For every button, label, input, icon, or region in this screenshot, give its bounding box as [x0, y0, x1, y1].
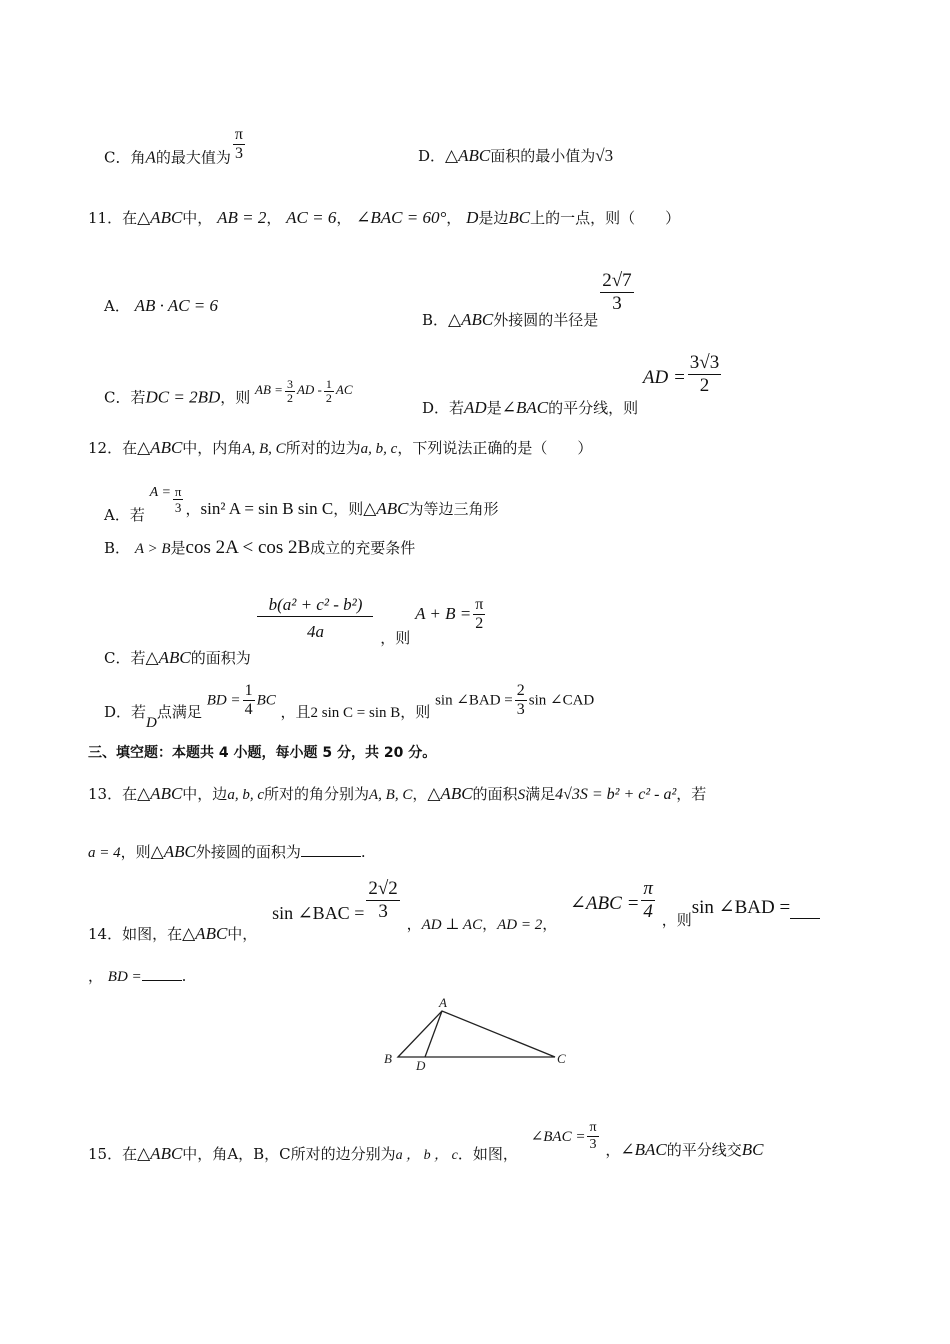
frac-num: π	[475, 596, 484, 613]
frac-num: π	[589, 1120, 597, 1135]
text: 在	[122, 209, 138, 227]
q12-option-a	[104, 478, 499, 524]
q11-option-c	[104, 377, 353, 413]
q15-line1	[88, 1114, 764, 1163]
frac-den: 4	[643, 901, 653, 922]
frac-num: 1	[244, 682, 253, 699]
text: 是	[486, 398, 502, 417]
q14-line2	[88, 966, 186, 987]
option-label: A．	[104, 297, 130, 315]
label-a: A	[439, 995, 447, 1010]
math-expr: A, B, C	[369, 787, 413, 803]
option-label: D．	[418, 147, 446, 165]
math-expr: ∠BAC =	[530, 1128, 586, 1145]
answer-blank[interactable]	[301, 842, 361, 857]
question-number: 11．	[88, 209, 123, 227]
math-expr: ∠BAC	[501, 397, 549, 417]
math-expr: BD =	[107, 969, 142, 985]
text: 所对的边分别为	[290, 1144, 396, 1163]
math-expr: a, b, c	[360, 441, 398, 457]
q14-line1	[88, 878, 820, 943]
text: 中，角	[182, 1144, 228, 1163]
math-var: BC	[256, 692, 276, 709]
math-expr: AB · AC = 6	[134, 296, 219, 315]
text: 角	[130, 148, 146, 167]
frac-num: π	[174, 484, 182, 499]
math-expr: ∠BAC	[620, 1139, 667, 1159]
triangle-abc	[398, 1011, 555, 1057]
question-number: 14．	[88, 924, 123, 943]
text: ，	[412, 785, 428, 803]
text: ．如图，	[457, 1144, 518, 1163]
text: 为等边三角形	[408, 499, 499, 518]
text: ，下列说法正确的是（ ）	[397, 439, 593, 457]
fraction	[243, 682, 255, 719]
option-label: A．	[104, 505, 130, 524]
math-expr: △ABC	[448, 309, 494, 329]
text: 所对的边为	[285, 439, 361, 457]
math-expr: △ABC	[137, 784, 183, 803]
fraction	[587, 1120, 598, 1153]
math-expr: ∠ABC =	[570, 892, 640, 914]
text: ，	[542, 914, 558, 933]
math-expr: 2 sin C = sin B	[310, 704, 401, 721]
fraction	[324, 378, 334, 405]
text: 所对的角分别为	[263, 785, 369, 803]
frac-den: 2	[475, 615, 484, 632]
math-expr: △ABC	[150, 842, 196, 861]
q12-option-b	[104, 538, 415, 559]
text: 在	[122, 785, 138, 803]
text: 成立的充要条件	[310, 539, 416, 557]
frac-num: 2√7	[602, 270, 632, 291]
fraction	[233, 126, 245, 163]
q10-option-c	[104, 126, 247, 177]
text: ，则	[220, 388, 251, 407]
fraction	[173, 484, 184, 515]
math-var: S	[517, 787, 526, 803]
math-expr: a, b, c	[227, 787, 264, 803]
text: 在	[122, 1144, 138, 1163]
math-expr: △ABC	[137, 1143, 183, 1163]
text: ，若	[676, 785, 707, 803]
question-number: 15．	[88, 1144, 123, 1163]
label-c: C	[557, 1051, 566, 1066]
math-expr: AC	[335, 382, 353, 398]
q10-option-d	[418, 146, 613, 166]
q11-stem	[88, 208, 680, 228]
text: ，则	[380, 628, 411, 647]
text: 若	[131, 702, 147, 721]
fraction	[473, 596, 485, 633]
frac-den: 3	[174, 500, 182, 515]
question-number: 12．	[88, 439, 123, 457]
math-expr: AD ⊥ AC	[421, 916, 483, 933]
frac-den: 4	[244, 701, 253, 718]
math-expr: A =	[149, 484, 171, 500]
fraction	[366, 878, 399, 923]
text: 的平分线，则	[548, 398, 639, 417]
q12-stem	[88, 438, 592, 459]
math-var: BC	[741, 1139, 764, 1159]
text: 的最大值为	[155, 148, 231, 167]
q13-line2	[88, 842, 366, 863]
math-expr: AD =	[642, 366, 686, 388]
math-expr: A + B =	[415, 603, 472, 623]
option-label: D．	[104, 702, 132, 721]
text: 若	[130, 648, 146, 667]
text: ，	[482, 914, 498, 933]
frac-num: 3√3	[689, 352, 720, 373]
math-expr: AD = 2	[497, 916, 543, 933]
math-expr: a = 4	[88, 845, 121, 861]
text: 外接圆的面积为	[195, 843, 301, 861]
frac-num: 2	[516, 682, 525, 699]
triangle-figure	[380, 995, 580, 1075]
text: 中，内角	[182, 439, 243, 457]
q11-option-b	[422, 270, 636, 329]
math-expr: DC = 2BD	[145, 387, 221, 407]
text: ，	[185, 499, 201, 518]
math-expr: AB =	[255, 382, 283, 398]
vector-expr	[255, 377, 353, 405]
text: 是	[170, 539, 186, 557]
fraction	[515, 682, 527, 719]
text: 若	[130, 388, 146, 407]
math-var: AD	[464, 397, 487, 417]
text: ，	[446, 209, 462, 227]
q12-option-c	[104, 594, 487, 667]
text: 的面积	[472, 785, 518, 803]
segment-ad	[425, 1011, 442, 1057]
text: 中，	[182, 209, 213, 227]
text: 面积的最小值为	[490, 147, 596, 165]
text: ，且	[280, 702, 311, 721]
q13-line1	[88, 784, 706, 805]
math-expr: AB = 2	[217, 208, 267, 227]
frac-den: 3	[516, 701, 525, 718]
option-label: C．	[104, 388, 131, 407]
text: ，	[605, 1140, 621, 1159]
math-var: D	[466, 208, 479, 227]
fraction	[641, 878, 655, 923]
frac-den: 2	[699, 375, 710, 396]
frac-num: 1	[325, 377, 332, 391]
frac-num: b(a² + c² - b²)	[257, 594, 373, 617]
math-expr: BD =	[206, 692, 241, 709]
math-expr: △ABC	[137, 438, 183, 457]
text: 是边	[478, 209, 509, 227]
text: 满足	[525, 785, 556, 803]
text: ，则	[661, 910, 692, 929]
text: ，	[406, 914, 422, 933]
fraction	[688, 352, 721, 397]
text: 若	[449, 398, 465, 417]
text: 若	[129, 505, 145, 524]
label-d: D	[416, 1058, 426, 1073]
math-expr: △ABC	[137, 208, 183, 227]
math-var: A	[145, 147, 156, 167]
option-label: C．	[104, 148, 131, 167]
option-label: B．	[104, 539, 131, 557]
frac-den: 3	[589, 1137, 597, 1152]
math-expr: ∠BAC = 60°	[356, 208, 447, 227]
text: ，	[336, 209, 352, 227]
option-label: D．	[422, 398, 450, 417]
text: ，则	[333, 499, 364, 518]
fraction	[285, 378, 295, 405]
fraction	[257, 594, 373, 643]
math-expr: △ABC	[145, 647, 191, 667]
frac-den: 4a	[306, 622, 324, 641]
frac-den: 2	[286, 391, 293, 405]
frac-den: 3	[612, 293, 622, 314]
math-expr: A, B, C	[242, 441, 286, 457]
text: 的面积为	[190, 648, 251, 667]
math-expr: AC = 6	[286, 208, 337, 227]
math-expr: a ， b ， c	[395, 1147, 458, 1163]
math-expr: △ABC	[363, 498, 409, 518]
frac-num: 2√2	[368, 878, 398, 899]
math-expr: cos 2A < cos 2B	[185, 537, 311, 558]
math-expr: A > B	[134, 541, 171, 557]
math-expr: 4√3S = b² + c² - a²	[555, 786, 677, 803]
q12-option-d	[104, 682, 595, 731]
frac-den: 3	[378, 901, 388, 922]
text: ，	[266, 209, 282, 227]
math-expr: △ABC	[427, 784, 473, 803]
frac-num: 3	[286, 377, 293, 391]
text: 外接圆的半径是	[493, 310, 599, 329]
text: ，则	[400, 702, 431, 721]
frac-den: 3	[234, 145, 243, 162]
math-expr: sin ∠BAD =	[435, 692, 513, 709]
text: 上的一点，则（ ）	[530, 209, 681, 227]
label-b: B	[384, 1051, 392, 1066]
math-expr: √3	[595, 146, 614, 165]
section-heading: 三、填空题：本题共 4 小题，每小题 5 分，共 20 分。	[88, 745, 437, 761]
math-var: BC	[508, 208, 531, 227]
text: 的平分线交	[666, 1140, 742, 1159]
text: 中，	[227, 924, 258, 943]
text: 如图，在	[122, 924, 183, 943]
math-expr: △ABC	[182, 923, 228, 943]
math-expr: sin² A = sin B sin C	[200, 498, 334, 518]
text: 在	[122, 439, 138, 457]
option-label: B．	[422, 310, 449, 329]
text: .	[360, 843, 366, 861]
frac-den: 2	[325, 391, 332, 405]
question-number: 13．	[88, 785, 123, 803]
frac-num: π	[643, 878, 653, 899]
q11-option-d	[422, 352, 723, 417]
math-expr: sin ∠BAC =	[272, 902, 365, 923]
text: .	[181, 967, 187, 985]
fraction	[600, 270, 633, 315]
text: ，则	[120, 843, 151, 861]
text: 点满足	[156, 702, 202, 721]
frac-num: π	[234, 126, 243, 143]
math-var: D	[146, 714, 157, 731]
math-expr: sin ∠BAD =	[691, 896, 791, 918]
answer-blank[interactable]	[142, 966, 182, 981]
option-label: C．	[104, 648, 131, 667]
math-expr: sin ∠CAD	[528, 692, 595, 709]
math-expr: AD -	[296, 382, 322, 398]
answer-blank[interactable]	[790, 904, 820, 919]
math-expr: △ABC	[445, 146, 491, 165]
math-expr: A，B，C	[227, 1144, 291, 1163]
q11-option-a	[104, 296, 218, 316]
text: 中，边	[182, 785, 228, 803]
text: ，	[88, 967, 104, 985]
